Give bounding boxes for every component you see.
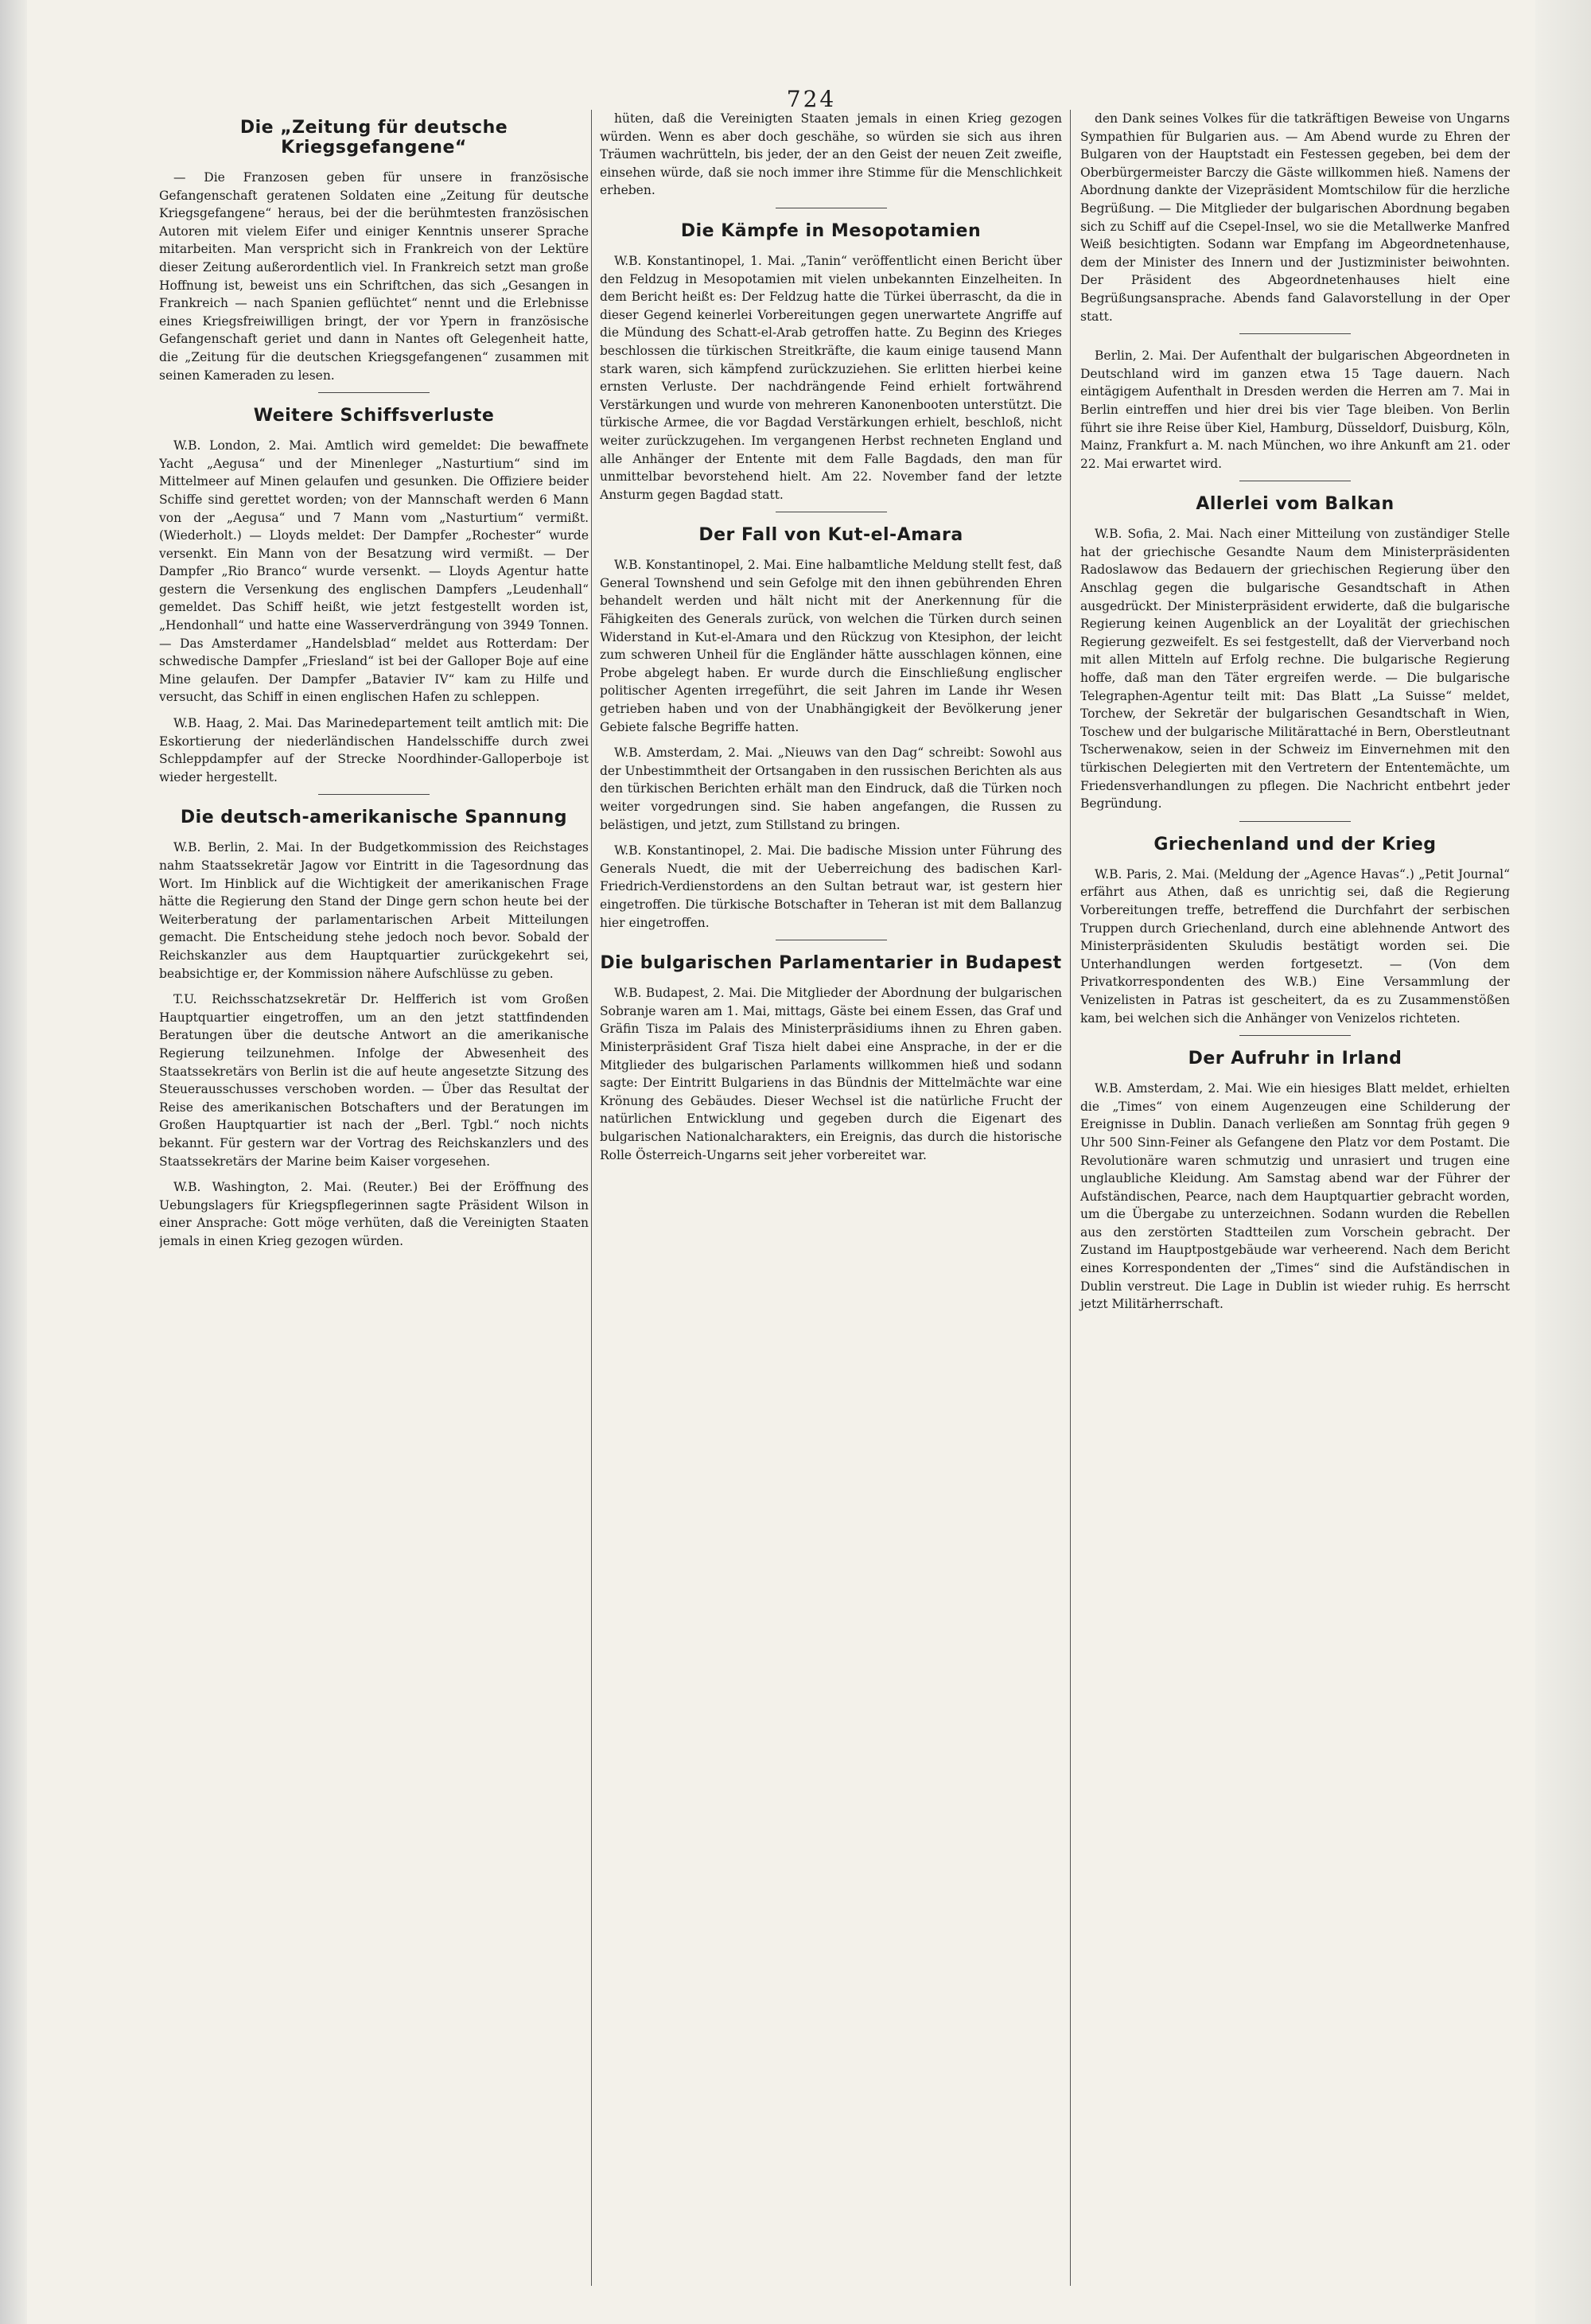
article-heading: Griechenland und der Krieg — [1153, 834, 1437, 854]
article-paragraph: W.B. Amsterdam, 2. Mai. „Nieuws van den Dag“ schreibt: Sowohl aus der Unbestimmtheit der Ortsangaben in den russischen Berichten als aus den türkischen Berichten erhält man den Eindruck, daß die Türken noch weiter vorgedrungen sind. Sie haben angefangen, die Russen zu belästigen, und jetzt, zum Stillstand zu bringen. — [600, 745, 1062, 832]
column-left — [159, 110, 589, 2290]
article-paragraph: W.B. Konstantinopel, 2. Mai. Eine halbamtliche Meldung stellt fest, daß General Townshend und sein Gefolge mit den ihnen gebührenden Ehren behandelt werden und hält nicht mit der Anerkennung für die Fähigkeiten des Generals zurück, von welchen die Türken durch seinen Widerstand in Kut-el-Amara und den Rückzug von Ktesiphon, der leicht zum schweren Unheil für die Engländer hätte ausschlagen können, eine Probe abgelegt haben. Er wurde durch die Einschließung englischer politischer Agenten irregeführt, die seit Jahren im Lande ihr Wesen getrieben haben und von der Unabhängigkeit der Bevölkerung jener Gebiete falsche Begriffe hatten. — [600, 558, 1062, 734]
article-heading: Die deutsch-amerikanische Spannung — [180, 808, 568, 828]
article-paragraph: W.B. Berlin, 2. Mai. In der Budgetkommission des Reichstages nahm Staatssekretär Jagow vor Eintritt in die Tagesordnung das Wort. Im Hinblick auf die Wichtigkeit der amerikanischen Frage hätte die Regierung den Stand der Dinge gern schon heute bei der Weiterberatung der parlamentarischen Arbeit Mitteilungen gemacht. Die Entscheidung stehe jedoch noch bevor. Sobald der Reichskanzler aus dem Hauptquartier zurückgekehrt sei, beabsichtige er, der Kommission nähere Aufschlüsse zu geben. — [159, 840, 589, 981]
section-divider — [1239, 821, 1351, 822]
section-divider — [318, 794, 430, 795]
scan-left-edge — [0, 0, 27, 2324]
article-paragraph: T.U. Reichsschatzsekretär Dr. Helfferich ist vom Großen Hauptquartier eingetroffen, um an den jetzt stattfindenden Beratungen über die deutsche Antwort an die amerikanische Regierung teilzunehmen. Infolge der Abwesenheit des Staatssekretärs von Berlin ist die auf heute angesetzte Sitzung des Steuerausschusses verschoben worden. — Über das Resultat der Reise des amerikanischen Botschafters und der Beratungen im Großen Hauptquartier ist nach der „Berl. Tgbl.“ noch nichts bekannt. Für gestern war der Vortrag des Reichskanzlers und des Staatssekretärs der Marine beim Kaiser vorgesehen. — [159, 992, 589, 1169]
page-number: 724 — [786, 86, 837, 112]
article-paragraph: Berlin, 2. Mai. Der Aufenthalt der bulgarischen Abgeordneten in Deutschland wird im ganzen etwa 15 Tage dauern. Nach eintägigem Aufenthalt in Dresden werden die Herren am 7. Mai in Berlin eintreffen und hier drei bis vier Tage bleiben. Von Berlin führt sie ihre Reise über Kiel, Hamburg, Düsseldorf, Duisburg, Köln, Mainz, Frankfurt a. M. nach München, wo ihre Ankunft am 21. oder 22. Mai erwartet wird. — [1080, 348, 1510, 471]
column-middle — [589, 110, 1062, 2290]
article-paragraph: W.B. London, 2. Mai. Amtlich wird gemeldet: Die bewaffnete Yacht „Aegusa“ und der Minenleger „Nasturtium“ sind im Mittelmeer auf Minen gelaufen und gesunken. Die Offiziere beider Schiffe sind gerettet worden; von der Mannschaft werden 6 Mann von der „Aegusa“ und 7 Mann vom „Nasturtium“ vermißt. (Wiederholt.) — Lloyds meldet: Der Dampfer „Rochester“ wurde versenkt. Ein Mann von der Besatzung wird vermißt. — Der Dampfer „Rio Branco“ wurde versenkt. — Lloyds Agentur hatte gestern die Versenkung des englischen Dampfers „Leudenhall“ gemeldet. Das Schiff heißt, wie jetzt festgestellt worden ist, „Hendonhall“ und hatte eine Wasserverdrängung von 3949 Tonnen. — Das Amsterdamer „Handelsblad“ meldet aus Rotterdam: Der schwedische Dampfer „Friesland“ ist bei der Galloper Boje auf eine Mine gelaufen. Der Dampfer „Batavier IV“ kam zu Hilfe und versucht, das Schiff in einen englischen Hafen zu schleppen. — [159, 438, 589, 705]
article-paragraph: hüten, daß die Vereinigten Staaten jemals in einen Krieg gezogen würden. Wenn es aber doch geschähe, so würden sie sich aus ihren Träumen wachrütteln, bis jeder, der an den Geist der neuen Zeit zweifle, einsehen würde, daß sie noch immer ihre Stimme für die Menschlichkeit erheben. — [600, 111, 1062, 198]
article-heading: Die Kämpfe in Mesopotamien — [680, 220, 982, 241]
article-paragraph: W.B. Konstantinopel, 2. Mai. Die badische Mission unter Führung des Generals Nuedt, die mit der Ueberreichung des badischen Karl-Friedrich-Verdienstordens an den Sultan betraut war, ist gestern hier eingetroffen. Die türkische Botschafter in Teheran ist mit dem Ballanzug hier eingetroffen. — [600, 843, 1062, 930]
article-paragraph: W.B. Washington, 2. Mai. (Reuter.) Bei der Eröffnung des Uebungslagers für Kriegspflegerinnen sagte Präsident Wilson in einer Ansprache: Gott möge verhüten, daß die Vereinigten Staaten jemals in einen Krieg gezogen würden. — [159, 1180, 589, 1248]
article-paragraph: — Die Franzosen geben für unsere in französische Gefangenschaft geratenen Soldaten eine „Zeitung für deutsche Kriegsgefangene“ heraus, bei der die berühmtesten französischen Autoren mit vielem Eifer und einiger Kenntnis unserer Sprache mitarbeiten. Man verspricht sich in Frankreich von der Lektüre dieser Zeitung außerordentlich viel. In Frankreich setzt man große Hoffnung ist, beweist uns ein Schriftchen, das sich „Gesangen in Frankreich — nach Spanien geflüchtet“ nennt und die Erlebnisse eines Kriegsfreiwilligen bringt, der vor Ypern in französische Gefangenschaft geriet und dann in Nantes oft Gelegenheit hatte, die „Zeitung für die deutschen Kriegsgefangenen“ zusammen mit seinen Kameraden zu lesen. — [159, 170, 589, 383]
article-paragraph: W.B. Paris, 2. Mai. (Meldung der „Agence Havas“.) „Petit Journal“ erfährt aus Athen, daß es unrichtig sei, daß die Regierung Vorbereitungen treffe, betreffend die Durchfahrt der serbischen Truppen durch Griechenland, durch eine ablehnende Antwort des Ministerpräsidenten Skuludis bestätigt worden sei. Die Unterhandlungen werden fortgesetzt. — (Von dem Privatkorrespondenten des W.B.) Eine Versammlung der Venizelisten in Patras ist gescheitert, da es zu Zusammenstößen kam, bei welchen sich die Anhänger von Venizelos richteten. — [1080, 866, 1510, 1026]
column-divider — [1070, 110, 1071, 2286]
article-heading: Der Aufruhr in Irland — [1188, 1049, 1402, 1069]
section-divider — [1239, 1035, 1351, 1036]
article-paragraph: W.B. Haag, 2. Mai. Das Marinedepartement teilt amtlich mit: Die Eskortierung der niederländischen Handelsschiffe durch zwei Schleppdampfer auf der Strecke Noordhinder-Galloperboje ist wieder hergestellt. — [159, 716, 589, 784]
article-heading: Weitere Schiffsverluste — [253, 406, 495, 426]
scan-right-edge — [1535, 0, 1591, 2324]
section-divider — [318, 392, 430, 393]
article-heading: Allerlei vom Balkan — [1196, 494, 1395, 515]
article-paragraph: W.B. Sofia, 2. Mai. Nach einer Mitteilung von zuständiger Stelle hat der griechische Gesandte Naum dem Ministerpräsidenten Radoslawow das Bedauern der griechischen Regierung über den Anschlag gegen die bulgarische Gesandtschaft in Athen ausgedrückt. Der Ministerpräsident erwiderte, daß die bulgarische Regierung keinen Augenblick an der Loyalität der griechischen Regierung gezweifelt. Es sei festgestellt, daß der Vierverband noch mit allen Mitteln auf Erfolg rechne. Die bulgarische Regierung hoffe, daß man den Täter ergreifen werde. — Die bulgarische Telegraphen-Agentur teilt mit: Das Blatt „La Suisse“ meldet, Torchew, der Sekretär der bulgarischen Gesandtschaft in Wien, Toschew und der bulgarische Militärattaché in Bern, Oberstleutnant Tscherwenakow, seien in der Schweiz im Einvernehmen mit den türkischen Delegierten mit den Vertretern der Ententemächte, um Friedensverhandlungen zu pflegen. Die Nachricht entbehrt jeder Begründung. — [1080, 527, 1510, 812]
column-right — [1074, 110, 1510, 2290]
article-paragraph: den Dank seines Volkes für die tatkräftigen Beweise von Ungarns Sympathien für Bulgarien aus. — Am Abend wurde zu Ehren der Bulgaren von der Hauptstadt ein Festessen gegeben, bei dem der Oberbürgermeister Barczy die Gäste willkommen hieß. Namens der Abordnung dankte der Vizepräsident Momtschilow für die herzliche Begrüßung. — Die Mitglieder der bulgarischen Abordnung begaben sich zu Schiff auf die Csepel-Insel, wo sie die Metallwerke Manfred Weiß besichtigten. Sodann war Empfang im Abgeordnetenhause, dem der Minister des Innern und der Justizminister beiwohnten. Der Präsident des Abgeordnetenhauses hielt eine Begrüßungsansprache. Abends fand Galavorstellung in der Oper statt. — [1080, 111, 1510, 324]
article-heading: Die bulgarischen Parlamentarier in Budapest — [600, 953, 1062, 974]
section-divider — [1239, 333, 1351, 334]
article-heading: Der Fall von Kut-el-Amara — [698, 525, 963, 546]
article-heading: Die „Zeitung für deutsche Kriegsgefangene“ — [239, 118, 508, 158]
article-paragraph: W.B. Budapest, 2. Mai. Die Mitglieder der Abordnung der bulgarischen Sobranje waren am 1. Mai, mittags, Gäste bei einem Essen, das Graf und Gräfin Tisza im Palais des Ministerpräsidiums ihnen zu Ehren gaben. Ministerpräsident Graf Tisza hielt dabei eine Ansprache, in der er die Mitglieder des bulgarischen Parlaments willkommen hieß und sodann sagte: Der Eintritt Bulgariens in das Bündnis der Mittelmächte war eine Krönung des Gebäudes. Dieser Wechsel ist die natürliche Frucht der natürlichen Entwicklung und gegeben durch die Eigenart des bulgarischen Nationalcharakters, ein Ereignis, das durch die historische Rolle Österreich-Ungarns seit jeher vorbereitet war. — [600, 986, 1062, 1162]
article-paragraph: W.B. Konstantinopel, 1. Mai. „Tanin“ veröffentlicht einen Bericht über den Feldzug in Mesopotamien mit vielen unbekannten Einzelheiten. In dem Bericht heißt es: Der Feldzug hatte die Türkei überrascht, da die in dieser Gegend keinerlei Vorbereitungen gegen unerwartete Angriffe auf die Mündung des Schatt-el-Arab getroffen hatte. Zu Beginn des Krieges beschlossen die türkischen Streitkräfte, die kaum einige tausend Mann stark waren, sich kämpfend zurückzuziehen. Sie erlitten hierbei keine ernsten Verluste. Der nachdrängende Feind erhielt fortwährend Verstärkungen und wurde von mehreren Kanonenbooten unterstützt. Die türkische Armee, die vor Bagdad Verstärkungen erhielt, beschloß, nicht weiter zurückzugehen. Im vergangenen Herbst rechneten England und alle Anhänger der Entente mit dem Falle Bagdads, den man für unmittelbar bevorstehend hielt. Am 22. November fand der letzte Ansturm gegen Bagdad statt. — [600, 253, 1062, 502]
article-paragraph: W.B. Amsterdam, 2. Mai. Wie ein hiesiges Blatt meldet, erhielten die „Times“ von einem Augenzeugen eine Schilderung der Ereignisse in Dublin. Danach verließen am Sonntag früh gegen 9 Uhr 500 Sinn-Feiner als Gefangene den Platz vor dem Postamt. Die Revolutionäre waren schmutzig und unrasiert und trugen eine unglaubliche Kleidung. Am Samstag abend war der Führer der Aufständischen, Pearce, nach dem Hauptquartier gebracht worden, um die Übergabe zu unterzeichnen. Sodann wurden die Rebellen aus den zerstörten Stadtteilen zum Vorschein gebracht. Der Zustand im Hauptpostgebäude war verheerend. Nach dem Bericht eines Korrespondenten der „Times“ sind die Aufständischen in Dublin verstreut. Die Lage in Dublin ist wieder ruhig. Es herrscht jetzt Militärherrschaft. — [1080, 1081, 1510, 1312]
